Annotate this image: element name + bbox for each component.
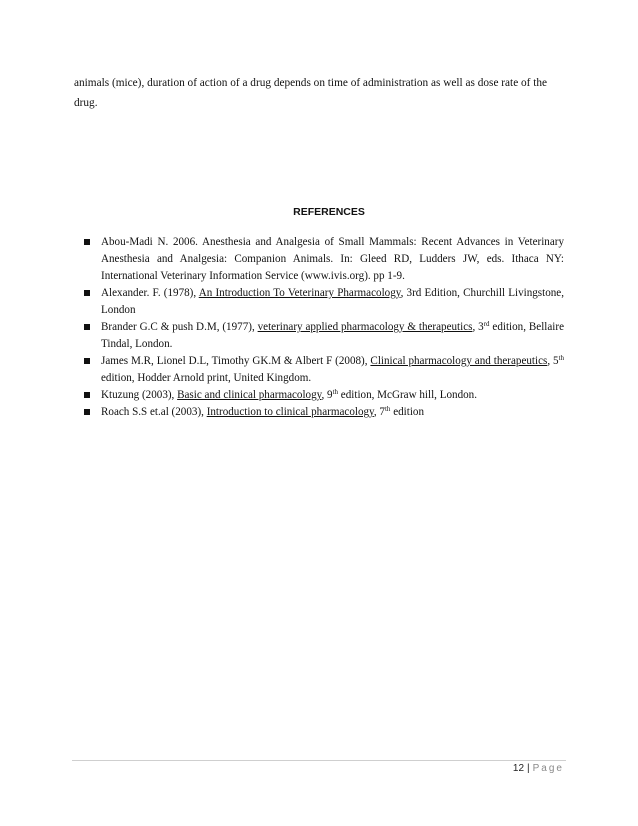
reference-authors: Brander G.C & push D.M, (1977), [101,321,258,333]
reference-details: edition [390,406,425,418]
footer-divider [72,760,566,761]
reference-title: Introduction to clinical pharmacology [206,406,374,418]
reference-edition: , 5 [547,355,559,367]
reference-item [90,234,564,285]
page-label: Page [532,763,564,774]
square-bullet-icon [84,239,90,245]
reference-details: , 3rd Edition, Churchill Livingstone, London [101,287,564,316]
reference-authors: James M.R, Lionel D.L, Timothy GK.M & Albert F (2008), [101,355,371,367]
edition-superscript: th [332,388,339,396]
reference-edition: , 7 [373,406,385,418]
reference-details: edition, Hodder Arnold print, United Kingdom. [101,372,312,384]
edition-superscript: th [384,405,391,413]
reference-details: edition, Bellaire Tindal, London. [101,321,565,350]
reference-edition: , 9 [321,389,333,401]
square-bullet-icon [84,358,90,364]
reference-title: Basic and clinical pharmacology [177,389,322,401]
square-bullet-icon [84,324,90,330]
edition-superscript: rd [483,320,490,328]
reference-authors: Ktuzung (2003), [101,389,178,401]
references-list [90,234,564,421]
reference-item [90,404,564,421]
reference-title: Clinical pharmacology and therapeutics [370,355,548,367]
reference-title: veterinary applied pharmacology & therapeutics [257,321,473,333]
reference-edition: , 3 [472,321,484,333]
reference-text: Abou-Madi N. 2006. Anesthesia and Analgesia of Small Mammals: Recent Advances in Veterinary Anesthesia and Analgesia: Companion Animals. In: Gleed RD, Ludders JW, eds. Ithaca NY: International Veterinary Information Service (www.ivis.org). pp 1-9. [101,236,564,282]
page-footer [513,763,564,774]
edition-superscript: th [558,354,565,362]
references-heading: REFERENCES [293,206,365,218]
square-bullet-icon [84,409,90,415]
page-number: 12 [512,763,525,774]
reference-title: An Introduction To Veterinary Pharmacology [198,287,401,299]
square-bullet-icon [84,392,90,398]
reference-authors: Roach S.S et.al (2003), [101,406,207,418]
reference-item [90,353,564,387]
footer-separator: | [527,763,530,774]
square-bullet-icon [84,290,90,296]
reference-authors: Alexander. F. (1978), [101,287,199,299]
reference-item [90,387,564,404]
reference-details: edition, McGraw hill, London. [338,389,477,401]
intro-paragraph: animals (mice), duration of action of a drug depends on time of administration as well as dose rate of the drug. [74,77,548,109]
reference-item [90,285,564,319]
reference-item [90,319,564,353]
